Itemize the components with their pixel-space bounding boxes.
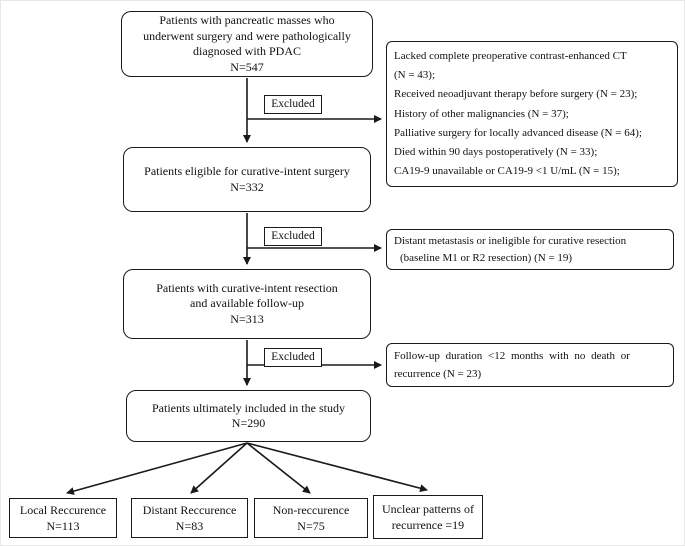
exclusion-line: Received neoadjuvant therapy before surgery (N = 23); (394, 88, 638, 101)
excluded-label-3: Excluded (264, 348, 322, 367)
outcome-count: recurrence =19 (391, 518, 465, 532)
exclusion-line: CA19-9 unavailable or CA19-9 <1 U/mL (N = 15); (394, 165, 620, 178)
excluded-label-2: Excluded (264, 227, 322, 246)
box-line: Patients with curative-intent resection (156, 280, 338, 295)
outcome-label: Distant Reccurence (142, 503, 237, 517)
outcome-box-non-recurrence (254, 498, 368, 538)
box-included-in-study (126, 390, 371, 442)
exclusion-line: Lacked complete preoperative contrast-enhanced CT (394, 50, 627, 62)
arrow-outcome-4 (247, 443, 427, 490)
outcome-label: Unclear patterns of (382, 502, 474, 516)
box-count: N=313 (230, 311, 264, 326)
box-eligible-curative-surgery (123, 147, 371, 212)
outcome-box-distant-recurrence (131, 498, 248, 538)
box-initial-cohort (121, 11, 373, 77)
box-line: Patients ultimately included in the study (152, 400, 345, 415)
box-line: Patients with pancreatic masses who (159, 13, 335, 27)
exclusion-line: Died within 90 days postoperatively (N = 33); (394, 146, 598, 159)
box-curative-resection-followup (123, 269, 371, 339)
exclusion-box-2 (386, 229, 674, 270)
outcome-box-unclear-patterns (373, 495, 483, 539)
outcome-label: Non-reccurence (272, 503, 350, 517)
outcome-count: N=113 (46, 519, 80, 533)
box-count: N=290 (231, 416, 266, 430)
box-line: underwent surgery and were pathologically (143, 28, 351, 43)
outcome-label: Local Reccurence (19, 503, 107, 517)
exclusion-box-1 (386, 41, 678, 187)
outcome-box-local-recurrence (9, 498, 117, 538)
outcome-count: N=75 (297, 519, 325, 533)
outcome-count: N=83 (175, 519, 204, 533)
exclusion-line: recurrence (N = 23) (394, 368, 482, 380)
box-count: N=547 (230, 59, 264, 74)
exclusion-box-3 (386, 343, 674, 387)
exclusion-line: Follow-up duration <12 months with no death or (394, 350, 630, 362)
box-line: Patients eligible for curative-intent surgery (144, 164, 350, 178)
exclusion-line: History of other malignancies (N = 37); (394, 107, 569, 120)
exclusion-line: Palliative surgery for locally advanced disease (N = 64); (394, 126, 642, 139)
box-line: diagnosed with PDAC (193, 44, 301, 58)
excluded-label-1: Excluded (264, 95, 322, 114)
box-count: N=332 (230, 179, 264, 194)
exclusion-line: (baseline M1 or R2 resection) (N = 19) (400, 252, 573, 264)
exclusion-line: (N = 43); (394, 69, 436, 82)
exclusion-line: Distant metastasis or ineligible for curative resection (394, 235, 627, 247)
box-line: and available follow-up (190, 296, 304, 311)
